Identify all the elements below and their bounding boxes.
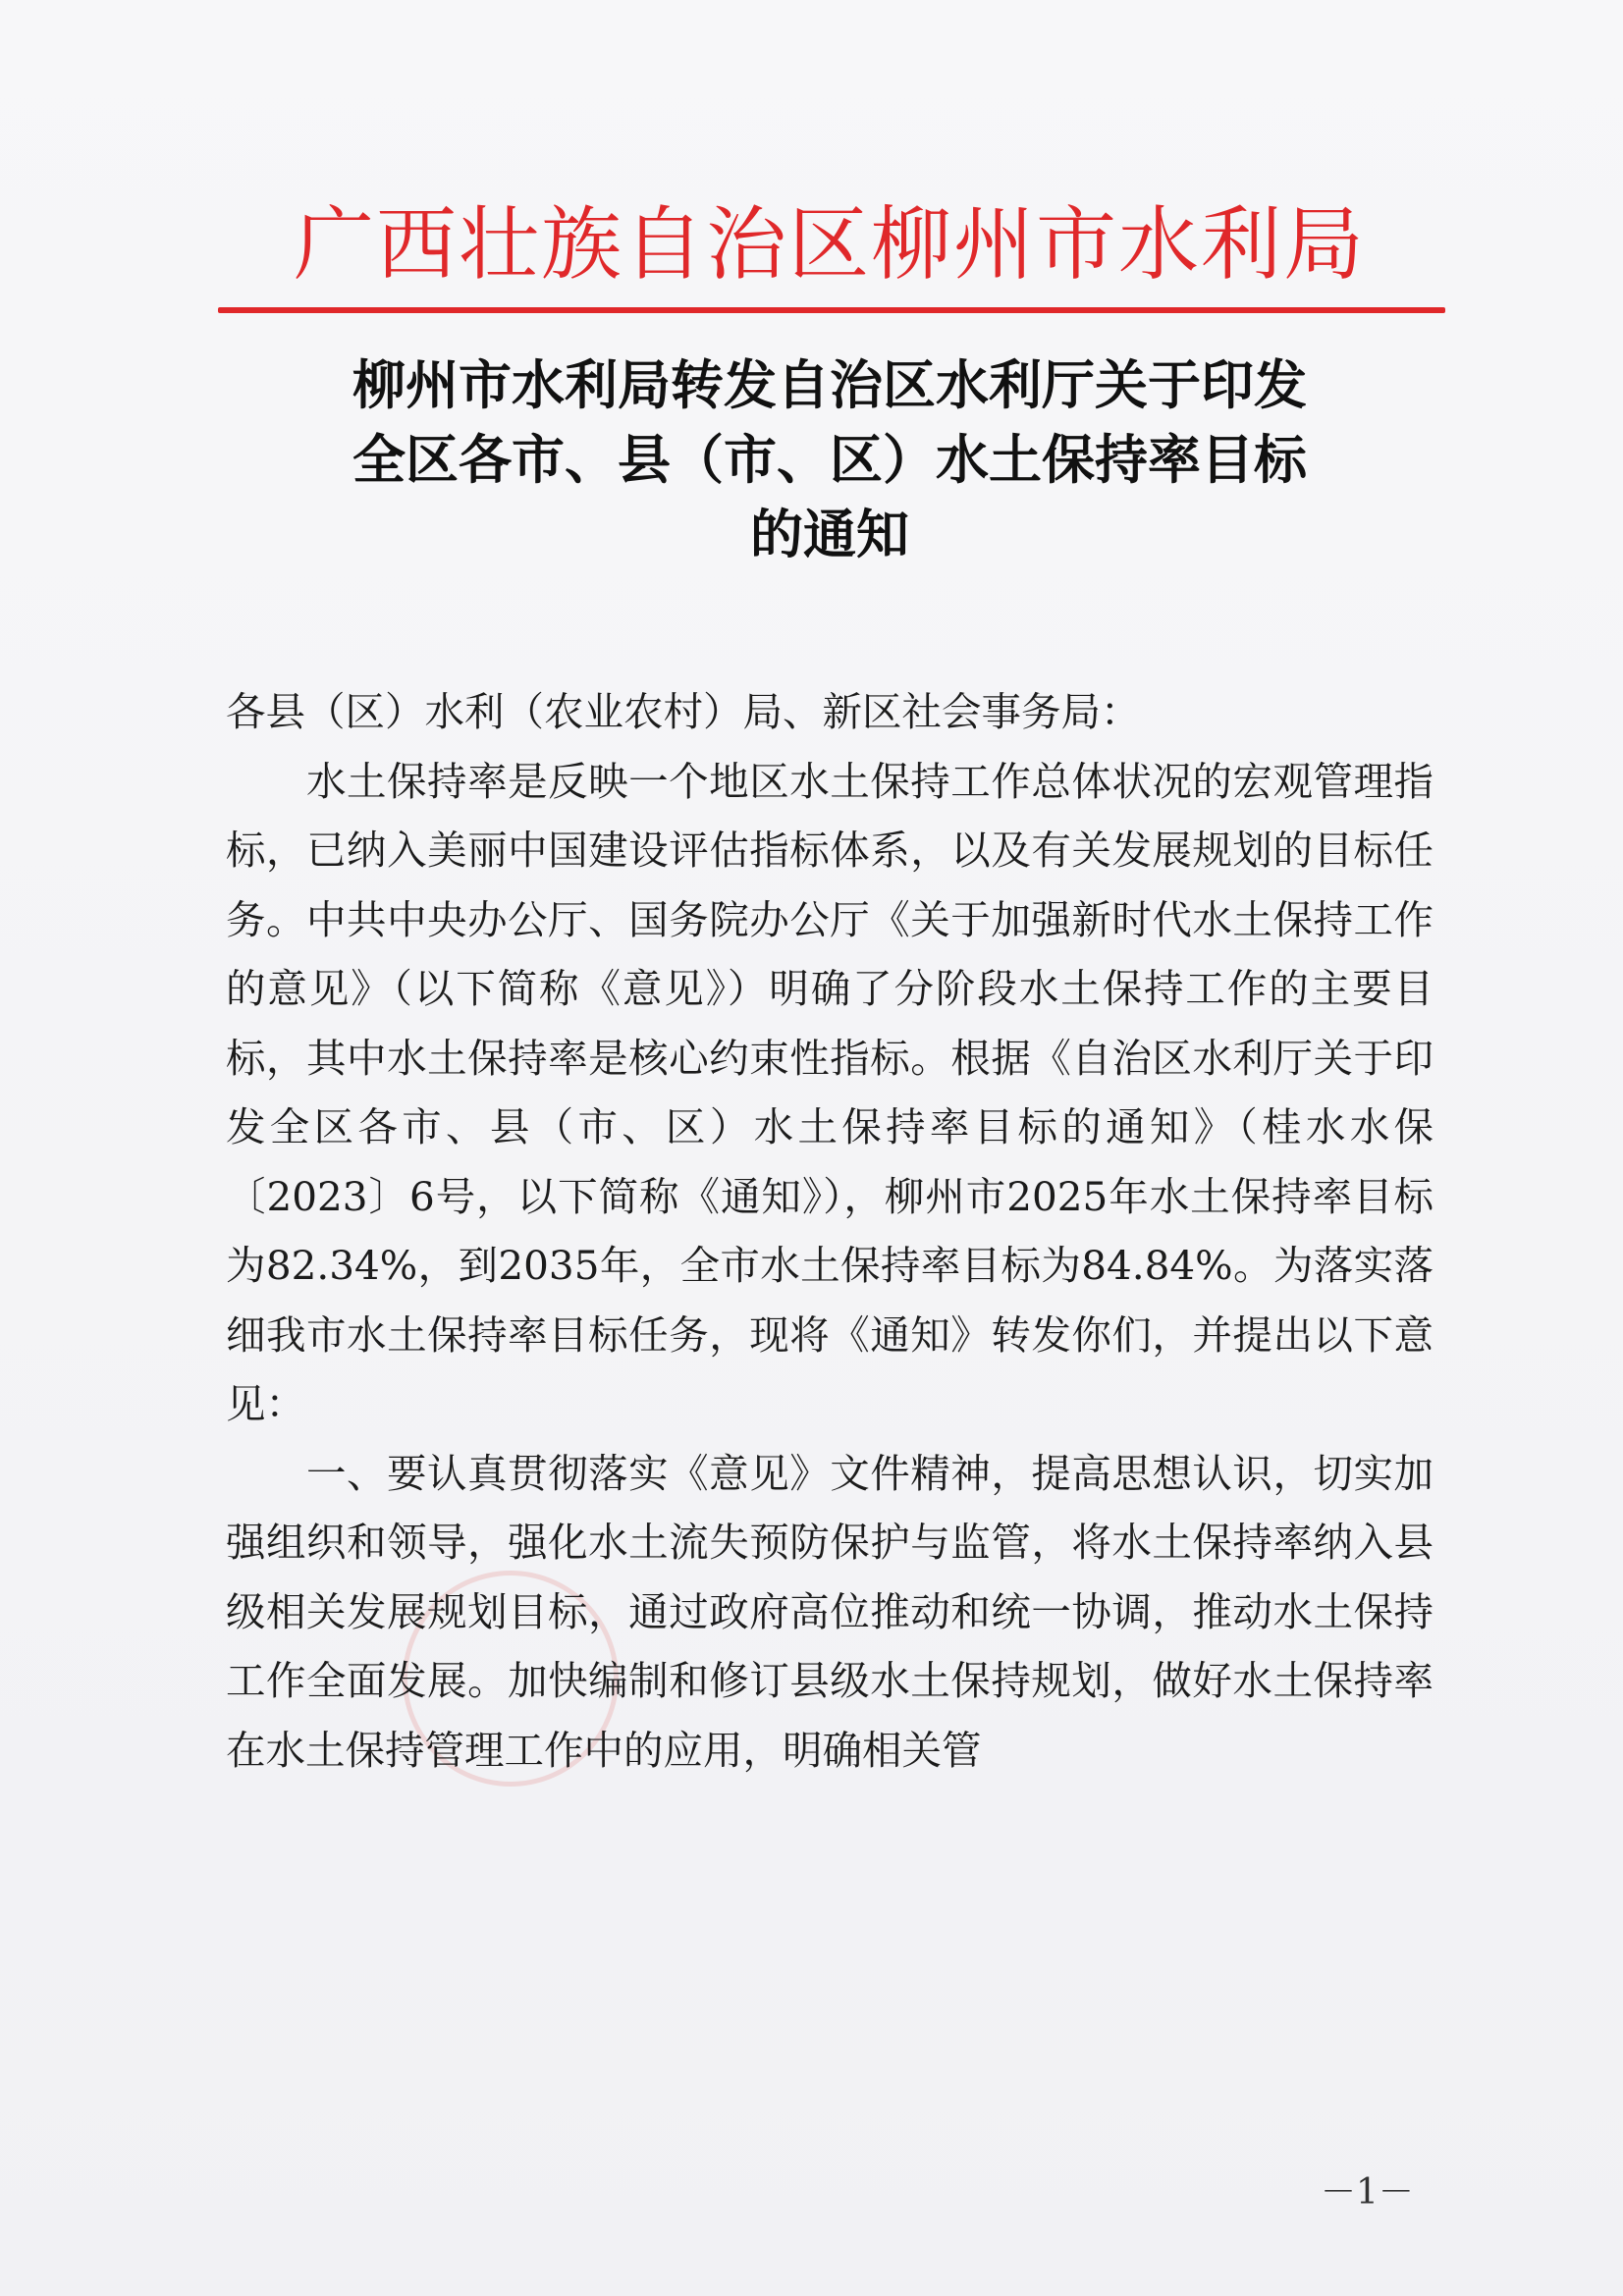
body-paragraph-2: 一、要认真贯彻落实《意见》文件精神，提高思想认识，切实加强组织和领导，强化水土流失预防保护与监管，将水土保持率纳入县级相关发展规划目标，通过政府高位推动和统一协调，推动水土保持工作全面发展。加快编制和修订县级水土保持规划，做好水土保持率在水土保持管理工作中的应用，明确相关管: [226, 1449, 1434, 1774]
document-title: [196, 348, 1463, 572]
document-title-line-2: 全区各市、县（市、区）水土保持率目标: [352, 429, 1307, 491]
document-body: [226, 677, 1434, 1785]
header-red-rule: [218, 307, 1445, 313]
page-number: －1－: [1321, 2172, 1414, 2213]
body-paragraph-1: 水土保持率是反映一个地区水土保持工作总体状况的宏观管理指标，已纳入美丽中国建设评估指标体系，以及有关发展规划的目标任务。中共中央办公厅、国务院办公厅《关于加强新时代水土保持工作的意见》（以下简称《意见》）明确了分阶段水土保持工作的主要目标，其中水土保持率是核心约束性指标。根据《自治区水利厅关于印发全区各市、县（市、区）水土保持率目标的通知》（桂水水保〔2023〕6号，以下简称《通知》），柳州市2025年水土保持率目标为82.34%，到2035年，全市水土保持率目标为84.84%。为落实落细我市水土保持率目标任务，现将《通知》转发你们，并提出以下意见：: [226, 757, 1434, 1427]
document-title-line-1: 柳州市水利局转发自治区水利厅关于印发: [352, 354, 1307, 416]
issuing-authority-header: 广西壮族自治区柳州市水利局: [293, 198, 1366, 292]
addressee: 各县（区）水利（农业农村）局、新区社会事务局：: [226, 688, 1141, 735]
document-title-line-3: 的通知: [750, 504, 909, 565]
